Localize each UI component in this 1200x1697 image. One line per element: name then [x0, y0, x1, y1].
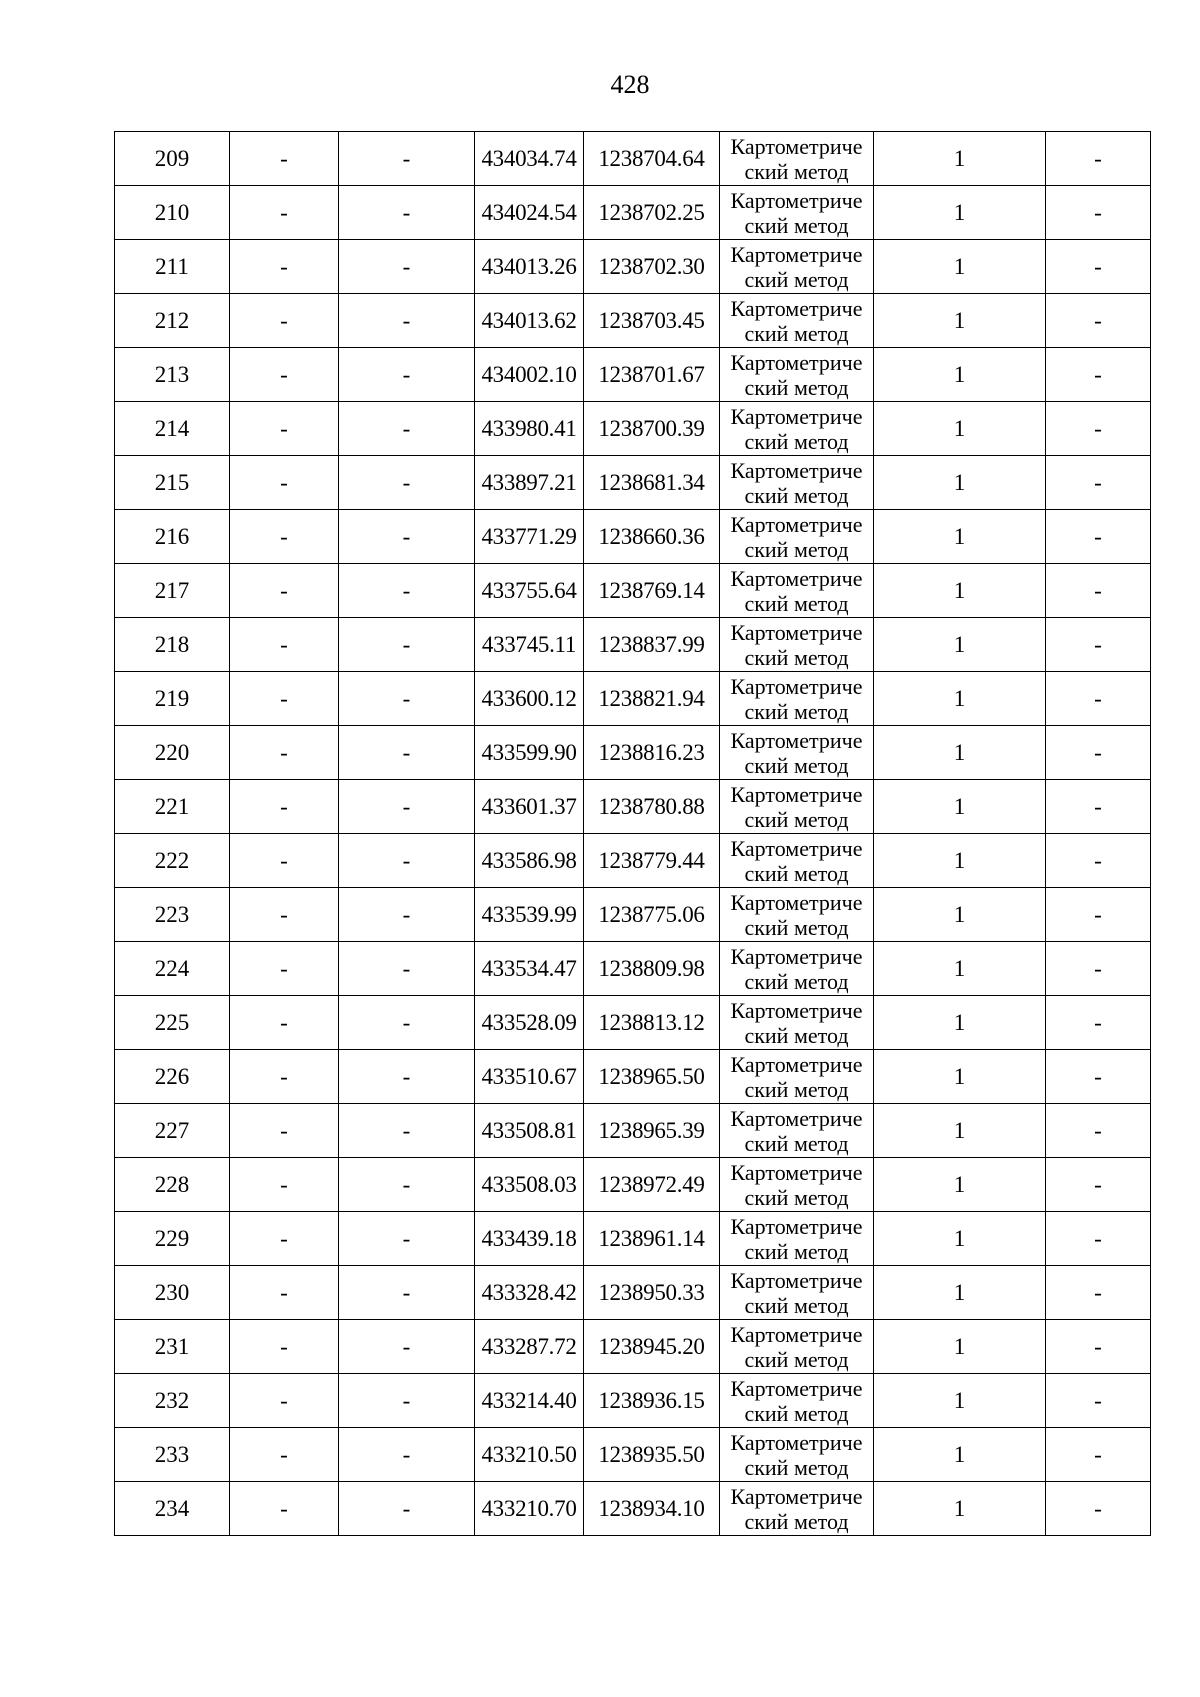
- accuracy-cell: 1: [874, 132, 1046, 186]
- method-cell: [720, 672, 874, 726]
- empty-dash-cell: -: [1046, 1374, 1151, 1428]
- coordinate-y-cell: 1238965.50: [584, 1050, 720, 1104]
- accuracy-cell: 1: [874, 240, 1046, 294]
- table-row: [115, 510, 1151, 564]
- empty-dash-cell: -: [339, 834, 475, 888]
- method-line-1: Картометриче: [730, 997, 863, 1023]
- accuracy-cell: 1: [874, 348, 1046, 402]
- coordinate-x-cell: 433508.03: [475, 1158, 584, 1212]
- coordinate-y-cell: 1238779.44: [584, 834, 720, 888]
- coordinate-y-cell: 1238965.39: [584, 1104, 720, 1158]
- coordinates-table: [114, 131, 1151, 1536]
- coordinate-y-cell: 1238936.15: [584, 1374, 720, 1428]
- method-cell: [720, 1428, 874, 1482]
- coordinate-x-cell: 433897.21: [475, 456, 584, 510]
- method-cell: [720, 294, 874, 348]
- table-row: [115, 1158, 1151, 1212]
- coordinate-x-cell: 433980.41: [475, 402, 584, 456]
- empty-dash-cell: -: [1046, 456, 1151, 510]
- empty-dash-cell: -: [230, 1212, 339, 1266]
- empty-dash-cell: -: [230, 1482, 339, 1536]
- coordinate-y-cell: 1238950.33: [584, 1266, 720, 1320]
- coordinate-x-cell: 433214.40: [475, 1374, 584, 1428]
- method-line-2: ский метод: [744, 1292, 849, 1318]
- method-line-1: Картометриче: [730, 1267, 863, 1293]
- method-line-2: ский метод: [744, 860, 849, 886]
- method-line-2: ский метод: [744, 1130, 849, 1156]
- coordinate-y-cell: 1238660.36: [584, 510, 720, 564]
- empty-dash-cell: -: [1046, 1428, 1151, 1482]
- point-number-cell: 218: [115, 618, 230, 672]
- method-cell: [720, 1374, 874, 1428]
- empty-dash-cell: -: [230, 1050, 339, 1104]
- table-row: [115, 186, 1151, 240]
- method-line-1: Картометриче: [730, 835, 863, 861]
- method-line-2: ский метод: [744, 968, 849, 994]
- empty-dash-cell: -: [1046, 672, 1151, 726]
- coordinate-y-cell: 1238775.06: [584, 888, 720, 942]
- table-row: [115, 348, 1151, 402]
- empty-dash-cell: -: [339, 1374, 475, 1428]
- empty-dash-cell: -: [339, 294, 475, 348]
- coordinate-x-cell: 433439.18: [475, 1212, 584, 1266]
- accuracy-cell: 1: [874, 834, 1046, 888]
- method-line-2: ский метод: [744, 536, 849, 562]
- method-line-2: ский метод: [744, 1508, 849, 1534]
- point-number-cell: 232: [115, 1374, 230, 1428]
- coordinate-x-cell: 433328.42: [475, 1266, 584, 1320]
- point-number-cell: 233: [115, 1428, 230, 1482]
- table-row: [115, 1320, 1151, 1374]
- empty-dash-cell: -: [1046, 618, 1151, 672]
- method-line-2: ский метод: [744, 644, 849, 670]
- empty-dash-cell: -: [339, 726, 475, 780]
- empty-dash-cell: -: [1046, 132, 1151, 186]
- table-row: [115, 834, 1151, 888]
- point-number-cell: 231: [115, 1320, 230, 1374]
- method-cell: [720, 1266, 874, 1320]
- empty-dash-cell: -: [1046, 1212, 1151, 1266]
- point-number-cell: 221: [115, 780, 230, 834]
- point-number-cell: 220: [115, 726, 230, 780]
- empty-dash-cell: -: [230, 456, 339, 510]
- coordinate-x-cell: 433508.81: [475, 1104, 584, 1158]
- method-line-2: ский метод: [744, 158, 849, 184]
- empty-dash-cell: -: [230, 1158, 339, 1212]
- method-line-1: Картометриче: [730, 1483, 863, 1509]
- empty-dash-cell: -: [1046, 294, 1151, 348]
- empty-dash-cell: -: [230, 1104, 339, 1158]
- empty-dash-cell: -: [339, 456, 475, 510]
- empty-dash-cell: -: [1046, 1482, 1151, 1536]
- method-cell: [720, 564, 874, 618]
- table-row: [115, 618, 1151, 672]
- method-line-2: ский метод: [744, 482, 849, 508]
- coordinate-x-cell: 433510.67: [475, 1050, 584, 1104]
- coordinate-y-cell: 1238945.20: [584, 1320, 720, 1374]
- method-line-1: Картометриче: [730, 1105, 863, 1131]
- method-cell: [720, 1320, 874, 1374]
- table-row: [115, 1482, 1151, 1536]
- coordinate-y-cell: 1238813.12: [584, 996, 720, 1050]
- empty-dash-cell: -: [230, 186, 339, 240]
- method-line-2: ский метод: [744, 212, 849, 238]
- accuracy-cell: 1: [874, 1050, 1046, 1104]
- empty-dash-cell: -: [339, 186, 475, 240]
- method-cell: [720, 834, 874, 888]
- coordinate-y-cell: 1238681.34: [584, 456, 720, 510]
- method-line-1: Картометриче: [730, 1213, 863, 1239]
- empty-dash-cell: -: [339, 348, 475, 402]
- point-number-cell: 225: [115, 996, 230, 1050]
- point-number-cell: 216: [115, 510, 230, 564]
- method-line-1: Картометриче: [730, 1321, 863, 1347]
- coordinate-y-cell: 1238701.67: [584, 348, 720, 402]
- method-line-2: ский метод: [744, 590, 849, 616]
- table-row: [115, 564, 1151, 618]
- empty-dash-cell: -: [339, 1212, 475, 1266]
- coordinate-x-cell: 434034.74: [475, 132, 584, 186]
- method-cell: [720, 618, 874, 672]
- table-row: [115, 1374, 1151, 1428]
- empty-dash-cell: -: [230, 240, 339, 294]
- method-cell: [720, 456, 874, 510]
- method-cell: [720, 726, 874, 780]
- coordinate-y-cell: 1238703.45: [584, 294, 720, 348]
- method-line-1: Картометриче: [730, 673, 863, 699]
- empty-dash-cell: -: [1046, 1266, 1151, 1320]
- method-line-1: Картометриче: [730, 619, 863, 645]
- empty-dash-cell: -: [1046, 942, 1151, 996]
- point-number-cell: 226: [115, 1050, 230, 1104]
- accuracy-cell: 1: [874, 186, 1046, 240]
- empty-dash-cell: -: [230, 132, 339, 186]
- coordinate-y-cell: 1238972.49: [584, 1158, 720, 1212]
- empty-dash-cell: -: [1046, 186, 1151, 240]
- point-number-cell: 227: [115, 1104, 230, 1158]
- coordinate-y-cell: 1238700.39: [584, 402, 720, 456]
- method-cell: [720, 1482, 874, 1536]
- method-line-1: Картометриче: [730, 187, 863, 213]
- accuracy-cell: 1: [874, 888, 1046, 942]
- table-row: [115, 1212, 1151, 1266]
- table-row: [115, 726, 1151, 780]
- method-line-2: ский метод: [744, 1238, 849, 1264]
- method-cell: [720, 1212, 874, 1266]
- coordinate-y-cell: 1238837.99: [584, 618, 720, 672]
- empty-dash-cell: -: [339, 1158, 475, 1212]
- coordinate-x-cell: 433534.47: [475, 942, 584, 996]
- empty-dash-cell: -: [1046, 888, 1151, 942]
- method-line-1: Картометриче: [730, 457, 863, 483]
- empty-dash-cell: -: [1046, 1050, 1151, 1104]
- coordinate-x-cell: 433210.50: [475, 1428, 584, 1482]
- coordinate-y-cell: 1238780.88: [584, 780, 720, 834]
- table-row: [115, 888, 1151, 942]
- accuracy-cell: 1: [874, 1212, 1046, 1266]
- coordinate-x-cell: 433745.11: [475, 618, 584, 672]
- method-line-1: Картометриче: [730, 1375, 863, 1401]
- point-number-cell: 229: [115, 1212, 230, 1266]
- coordinate-x-cell: 433599.90: [475, 726, 584, 780]
- coordinate-x-cell: 433600.12: [475, 672, 584, 726]
- point-number-cell: 211: [115, 240, 230, 294]
- accuracy-cell: 1: [874, 942, 1046, 996]
- empty-dash-cell: -: [1046, 510, 1151, 564]
- method-line-2: ский метод: [744, 320, 849, 346]
- point-number-cell: 215: [115, 456, 230, 510]
- empty-dash-cell: -: [339, 1320, 475, 1374]
- point-number-cell: 217: [115, 564, 230, 618]
- method-cell: [720, 1050, 874, 1104]
- method-line-1: Картометриче: [730, 1429, 863, 1455]
- empty-dash-cell: -: [1046, 1320, 1151, 1374]
- empty-dash-cell: -: [1046, 348, 1151, 402]
- empty-dash-cell: -: [1046, 1104, 1151, 1158]
- accuracy-cell: 1: [874, 1266, 1046, 1320]
- table-row: [115, 1104, 1151, 1158]
- empty-dash-cell: -: [1046, 240, 1151, 294]
- method-line-1: Картометриче: [730, 1051, 863, 1077]
- empty-dash-cell: -: [230, 780, 339, 834]
- coordinate-y-cell: 1238769.14: [584, 564, 720, 618]
- coordinate-x-cell: 434013.62: [475, 294, 584, 348]
- empty-dash-cell: -: [339, 1266, 475, 1320]
- method-line-2: ский метод: [744, 266, 849, 292]
- method-line-1: Картометриче: [730, 889, 863, 915]
- empty-dash-cell: -: [339, 1428, 475, 1482]
- empty-dash-cell: -: [1046, 1158, 1151, 1212]
- coordinate-y-cell: 1238935.50: [584, 1428, 720, 1482]
- method-line-1: Картометриче: [730, 403, 863, 429]
- empty-dash-cell: -: [339, 618, 475, 672]
- table-row: [115, 1266, 1151, 1320]
- empty-dash-cell: -: [339, 1104, 475, 1158]
- page-number: 428: [610, 70, 650, 99]
- point-number-cell: 213: [115, 348, 230, 402]
- table-row: [115, 456, 1151, 510]
- empty-dash-cell: -: [1046, 564, 1151, 618]
- method-line-2: ский метод: [744, 698, 849, 724]
- method-cell: [720, 780, 874, 834]
- method-cell: [720, 186, 874, 240]
- coordinate-y-cell: 1238702.25: [584, 186, 720, 240]
- method-line-2: ский метод: [744, 1400, 849, 1426]
- empty-dash-cell: -: [339, 132, 475, 186]
- coordinate-y-cell: 1238961.14: [584, 1212, 720, 1266]
- point-number-cell: 230: [115, 1266, 230, 1320]
- method-line-1: Картометриче: [730, 727, 863, 753]
- table-row: [115, 132, 1151, 186]
- point-number-cell: 228: [115, 1158, 230, 1212]
- point-number-cell: 234: [115, 1482, 230, 1536]
- accuracy-cell: 1: [874, 294, 1046, 348]
- method-line-1: Картометриче: [730, 943, 863, 969]
- empty-dash-cell: -: [230, 726, 339, 780]
- coordinate-x-cell: 434002.10: [475, 348, 584, 402]
- accuracy-cell: 1: [874, 1374, 1046, 1428]
- method-line-1: Картометриче: [730, 781, 863, 807]
- method-line-2: ский метод: [744, 1076, 849, 1102]
- point-number-cell: 224: [115, 942, 230, 996]
- table-row: [115, 1428, 1151, 1482]
- empty-dash-cell: -: [339, 942, 475, 996]
- accuracy-cell: 1: [874, 726, 1046, 780]
- method-cell: [720, 240, 874, 294]
- accuracy-cell: 1: [874, 618, 1046, 672]
- method-line-1: Картометриче: [730, 565, 863, 591]
- empty-dash-cell: -: [230, 1374, 339, 1428]
- coordinate-y-cell: 1238934.10: [584, 1482, 720, 1536]
- method-line-2: ский метод: [744, 428, 849, 454]
- empty-dash-cell: -: [230, 1320, 339, 1374]
- empty-dash-cell: -: [230, 888, 339, 942]
- empty-dash-cell: -: [339, 672, 475, 726]
- method-line-1: Картометриче: [730, 1159, 863, 1185]
- empty-dash-cell: -: [230, 942, 339, 996]
- table-row: [115, 942, 1151, 996]
- point-number-cell: 223: [115, 888, 230, 942]
- table-row: [115, 672, 1151, 726]
- accuracy-cell: 1: [874, 510, 1046, 564]
- empty-dash-cell: -: [1046, 834, 1151, 888]
- empty-dash-cell: -: [230, 1428, 339, 1482]
- empty-dash-cell: -: [339, 402, 475, 456]
- method-line-2: ский метод: [744, 1184, 849, 1210]
- accuracy-cell: 1: [874, 1482, 1046, 1536]
- method-line-2: ский метод: [744, 1022, 849, 1048]
- empty-dash-cell: -: [230, 834, 339, 888]
- method-line-1: Картометриче: [730, 295, 863, 321]
- empty-dash-cell: -: [230, 564, 339, 618]
- empty-dash-cell: -: [230, 618, 339, 672]
- method-cell: [720, 888, 874, 942]
- method-line-2: ский метод: [744, 752, 849, 778]
- coordinate-x-cell: 434024.54: [475, 186, 584, 240]
- accuracy-cell: 1: [874, 402, 1046, 456]
- coordinate-y-cell: 1238704.64: [584, 132, 720, 186]
- point-number-cell: 219: [115, 672, 230, 726]
- table-row: [115, 996, 1151, 1050]
- point-number-cell: 222: [115, 834, 230, 888]
- table-row: [115, 780, 1151, 834]
- point-number-cell: 210: [115, 186, 230, 240]
- empty-dash-cell: -: [339, 1482, 475, 1536]
- coordinate-x-cell: 433539.99: [475, 888, 584, 942]
- empty-dash-cell: -: [339, 1050, 475, 1104]
- method-cell: [720, 942, 874, 996]
- empty-dash-cell: -: [230, 510, 339, 564]
- coordinate-x-cell: 433287.72: [475, 1320, 584, 1374]
- coordinate-y-cell: 1238816.23: [584, 726, 720, 780]
- table-row: [115, 1050, 1151, 1104]
- table-row: [115, 294, 1151, 348]
- point-number-cell: 212: [115, 294, 230, 348]
- method-line-2: ский метод: [744, 1454, 849, 1480]
- empty-dash-cell: -: [339, 996, 475, 1050]
- accuracy-cell: 1: [874, 996, 1046, 1050]
- coordinate-y-cell: 1238702.30: [584, 240, 720, 294]
- coordinate-y-cell: 1238809.98: [584, 942, 720, 996]
- method-line-2: ский метод: [744, 806, 849, 832]
- empty-dash-cell: -: [230, 294, 339, 348]
- coordinate-x-cell: 433771.29: [475, 510, 584, 564]
- method-line-2: ский метод: [744, 914, 849, 940]
- method-cell: [720, 1104, 874, 1158]
- coordinate-x-cell: 433210.70: [475, 1482, 584, 1536]
- empty-dash-cell: -: [230, 348, 339, 402]
- accuracy-cell: 1: [874, 672, 1046, 726]
- coordinate-x-cell: 434013.26: [475, 240, 584, 294]
- accuracy-cell: 1: [874, 1104, 1046, 1158]
- method-line-1: Картометриче: [730, 349, 863, 375]
- accuracy-cell: 1: [874, 1158, 1046, 1212]
- table-row: [115, 240, 1151, 294]
- empty-dash-cell: -: [339, 240, 475, 294]
- empty-dash-cell: -: [339, 510, 475, 564]
- method-cell: [720, 510, 874, 564]
- method-line-1: Картометриче: [730, 133, 863, 159]
- empty-dash-cell: -: [230, 996, 339, 1050]
- empty-dash-cell: -: [230, 672, 339, 726]
- method-line-2: ский метод: [744, 1346, 849, 1372]
- coordinate-x-cell: 433528.09: [475, 996, 584, 1050]
- coordinate-x-cell: 433601.37: [475, 780, 584, 834]
- empty-dash-cell: -: [230, 1266, 339, 1320]
- table-body: [115, 132, 1151, 1536]
- empty-dash-cell: -: [1046, 780, 1151, 834]
- empty-dash-cell: -: [339, 888, 475, 942]
- accuracy-cell: 1: [874, 780, 1046, 834]
- table-row: [115, 402, 1151, 456]
- point-number-cell: 209: [115, 132, 230, 186]
- empty-dash-cell: -: [339, 564, 475, 618]
- method-cell: [720, 402, 874, 456]
- coordinate-y-cell: 1238821.94: [584, 672, 720, 726]
- empty-dash-cell: -: [1046, 402, 1151, 456]
- point-number-cell: 214: [115, 402, 230, 456]
- empty-dash-cell: -: [230, 402, 339, 456]
- method-cell: [720, 996, 874, 1050]
- empty-dash-cell: -: [1046, 726, 1151, 780]
- method-cell: [720, 348, 874, 402]
- method-line-1: Картометриче: [730, 511, 863, 537]
- method-cell: [720, 132, 874, 186]
- accuracy-cell: 1: [874, 1428, 1046, 1482]
- method-cell: [720, 1158, 874, 1212]
- method-line-1: Картометриче: [730, 241, 863, 267]
- empty-dash-cell: -: [339, 780, 475, 834]
- empty-dash-cell: -: [1046, 996, 1151, 1050]
- coordinate-x-cell: 433586.98: [475, 834, 584, 888]
- accuracy-cell: 1: [874, 564, 1046, 618]
- accuracy-cell: 1: [874, 1320, 1046, 1374]
- coordinate-x-cell: 433755.64: [475, 564, 584, 618]
- method-line-2: ский метод: [744, 374, 849, 400]
- accuracy-cell: 1: [874, 456, 1046, 510]
